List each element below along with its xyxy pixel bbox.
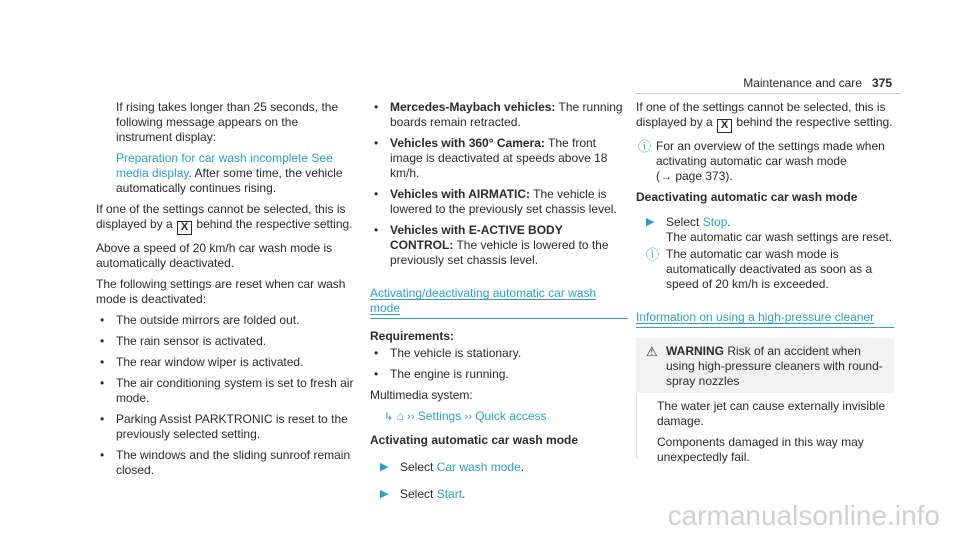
start-link: Start: [436, 487, 463, 501]
bullet-icon: •: [374, 136, 379, 150]
deactivate-heading: Deactivating automatic car wash mode: [636, 190, 858, 204]
reset-settings-list: [96, 313, 354, 478]
path-settings: Settings: [417, 409, 462, 423]
vehicle-label: Vehicles with E-ACTIVE BODY CONTROL:: [390, 223, 563, 252]
path-arrow-icon: ↳: [384, 411, 394, 423]
list-item: [370, 136, 628, 181]
page-reference: (→ page 373).: [656, 169, 733, 183]
list-item-text: The rain sensor is activated.: [116, 334, 267, 348]
column-left: [96, 100, 354, 484]
vehicle-label: Vehicles with AIRMATIC:: [390, 187, 531, 201]
list-item: [370, 100, 628, 130]
vehicle-text: The running boards remain retracted.: [390, 100, 623, 129]
bullet-icon: •: [374, 367, 379, 381]
list-item-text: The engine is running.: [390, 367, 509, 381]
warning-label: WARNING: [666, 344, 724, 358]
vehicle-label: Vehicles with 360° Camera:: [390, 136, 545, 150]
info-icon: ⓘ: [646, 247, 660, 262]
list-item: [96, 355, 354, 370]
section-divider: [370, 318, 628, 319]
info-icon: ⓘ: [638, 139, 652, 154]
list-item: [370, 187, 628, 217]
step-select-car-wash: ▶ Select Car wash mode.: [380, 460, 525, 474]
section-heading-high-pressure: Information on using a high-pressure cleaner: [636, 310, 875, 324]
vehicle-variants-list: [370, 100, 628, 268]
bullet-icon: •: [100, 448, 105, 462]
list-item: [370, 346, 628, 361]
vehicle-text: The front image is deactivated at speeds above 18 km/h.: [390, 136, 608, 180]
bullet-icon: •: [100, 334, 105, 348]
list-item: [96, 448, 354, 478]
cannot-select-post: behind the respective setting.: [196, 217, 353, 231]
cannot-select-paragraph: [96, 202, 354, 235]
warning-body-text: The water jet can cause externally invisible damage.: [657, 399, 886, 428]
column-right: [636, 100, 894, 464]
bullet-icon: •: [100, 412, 105, 426]
message-after-text: . After some time, the vehicle automatically continues rising.: [116, 166, 343, 195]
list-item-text: The air conditioning system is set to fresh air mode.: [116, 376, 354, 405]
step-arrow-icon: ▶: [646, 216, 655, 228]
info-text: The automatic car wash mode is automatically deactivated as soon as a speed of 20 km/h is exceeded.: [666, 247, 873, 291]
list-item-text: Parking Assist PARKTRONIC is reset to the previously selected setting.: [116, 412, 348, 441]
path-quick-access: Quick access: [475, 409, 547, 423]
list-item-text: The rear window wiper is activated.: [116, 355, 304, 369]
vehicle-text: The vehicle is lowered to the previously set chassis level.: [390, 238, 609, 267]
list-item: [370, 223, 628, 268]
list-item: [96, 412, 354, 442]
cannot-select-pre: If one of the settings cannot be selected, this is displayed by a: [636, 100, 886, 129]
step-text: Select: [400, 487, 434, 501]
section-title: Maintenance and care: [743, 76, 862, 90]
requirements-heading: Requirements:: [370, 329, 455, 343]
activate-heading: Activating automatic car wash mode: [370, 433, 579, 447]
list-item: [96, 376, 354, 406]
warning-box: [636, 338, 894, 393]
bullet-icon: •: [374, 346, 379, 360]
display-message: Preparation for car wash incomplete See media display: [116, 151, 333, 180]
requirements-list: [370, 346, 628, 382]
list-item: [96, 334, 354, 349]
car-wash-mode-link: Car wash mode: [436, 460, 521, 474]
bullet-icon: •: [374, 223, 379, 237]
step-text: Select: [666, 215, 700, 229]
warning-triangle-icon: ⚠: [646, 344, 658, 359]
bullet-icon: •: [100, 376, 105, 390]
watermark: carmanualsonline.info: [667, 500, 940, 531]
warning-body-text: Components damaged in this way may unexpectedly fail.: [657, 435, 864, 464]
step-select-start: ▶ Select Start.: [380, 487, 466, 501]
section-divider: [636, 327, 894, 328]
stop-link: Stop: [702, 215, 728, 229]
list-item-text: The vehicle is stationary.: [390, 346, 522, 360]
bullet-icon: •: [100, 355, 105, 369]
x-mark-icon: X: [177, 221, 192, 235]
x-mark-icon: X: [717, 119, 732, 133]
section-heading-activating: Activating/deactivating automatic car wash mode: [370, 286, 597, 315]
list-item: [370, 367, 628, 382]
double-chevron-icon: ››: [407, 411, 415, 423]
cannot-select-pre: If one of the settings cannot be selected, this is displayed by a: [96, 202, 346, 231]
page-number: 375: [871, 76, 892, 90]
intro-paragraph: If rising takes longer than 25 seconds, the following message appears on the instrument display:: [116, 100, 339, 144]
info-auto-deactivate: [636, 247, 894, 292]
following-paragraph: The following settings are reset when car wash mode is deactivated:: [96, 277, 346, 306]
step-arrow-icon: ▶: [380, 488, 389, 500]
header-divider: [636, 93, 900, 94]
bullet-icon: •: [374, 187, 379, 201]
step-result: The automatic car wash settings are reset.: [666, 230, 893, 244]
step-text: Select: [400, 460, 434, 474]
warning-body: [636, 393, 894, 464]
step-select-stop: ▶ Select Stop. The automatic car wash settings are reset.: [646, 215, 893, 244]
list-item-text: The outside mirrors are folded out.: [116, 313, 300, 327]
display-message-paragraph: [96, 151, 354, 196]
column-middle: [370, 100, 628, 508]
bullet-icon: •: [374, 100, 379, 114]
info-text: For an overview of the settings made when activating automatic car wash mode: [656, 139, 885, 168]
multimedia-label: Multimedia system:: [370, 388, 473, 402]
menu-path: [370, 409, 628, 425]
page-header: [743, 76, 892, 91]
step-arrow-icon: ▶: [380, 461, 389, 473]
double-chevron-icon: ››: [464, 411, 472, 423]
vehicle-text: The vehicle is lowered to the previously set chassis level.: [390, 187, 617, 216]
cannot-select-post: behind the respective setting.: [736, 115, 893, 129]
bullet-icon: •: [100, 313, 105, 327]
info-overview: [636, 139, 894, 184]
speed-paragraph: Above a speed of 20 km/h car wash mode is automatically deactivated.: [96, 241, 333, 270]
cannot-select-paragraph: [636, 100, 894, 133]
warning-text: Risk of an accident when using high-pressure cleaners with round-spray nozzles: [666, 344, 883, 388]
vehicle-label: Mercedes-Maybach vehicles:: [390, 100, 556, 114]
home-icon: ⌂: [396, 409, 404, 423]
list-item: [96, 313, 354, 328]
list-item-text: The windows and the sliding sunroof remain closed.: [116, 448, 351, 477]
